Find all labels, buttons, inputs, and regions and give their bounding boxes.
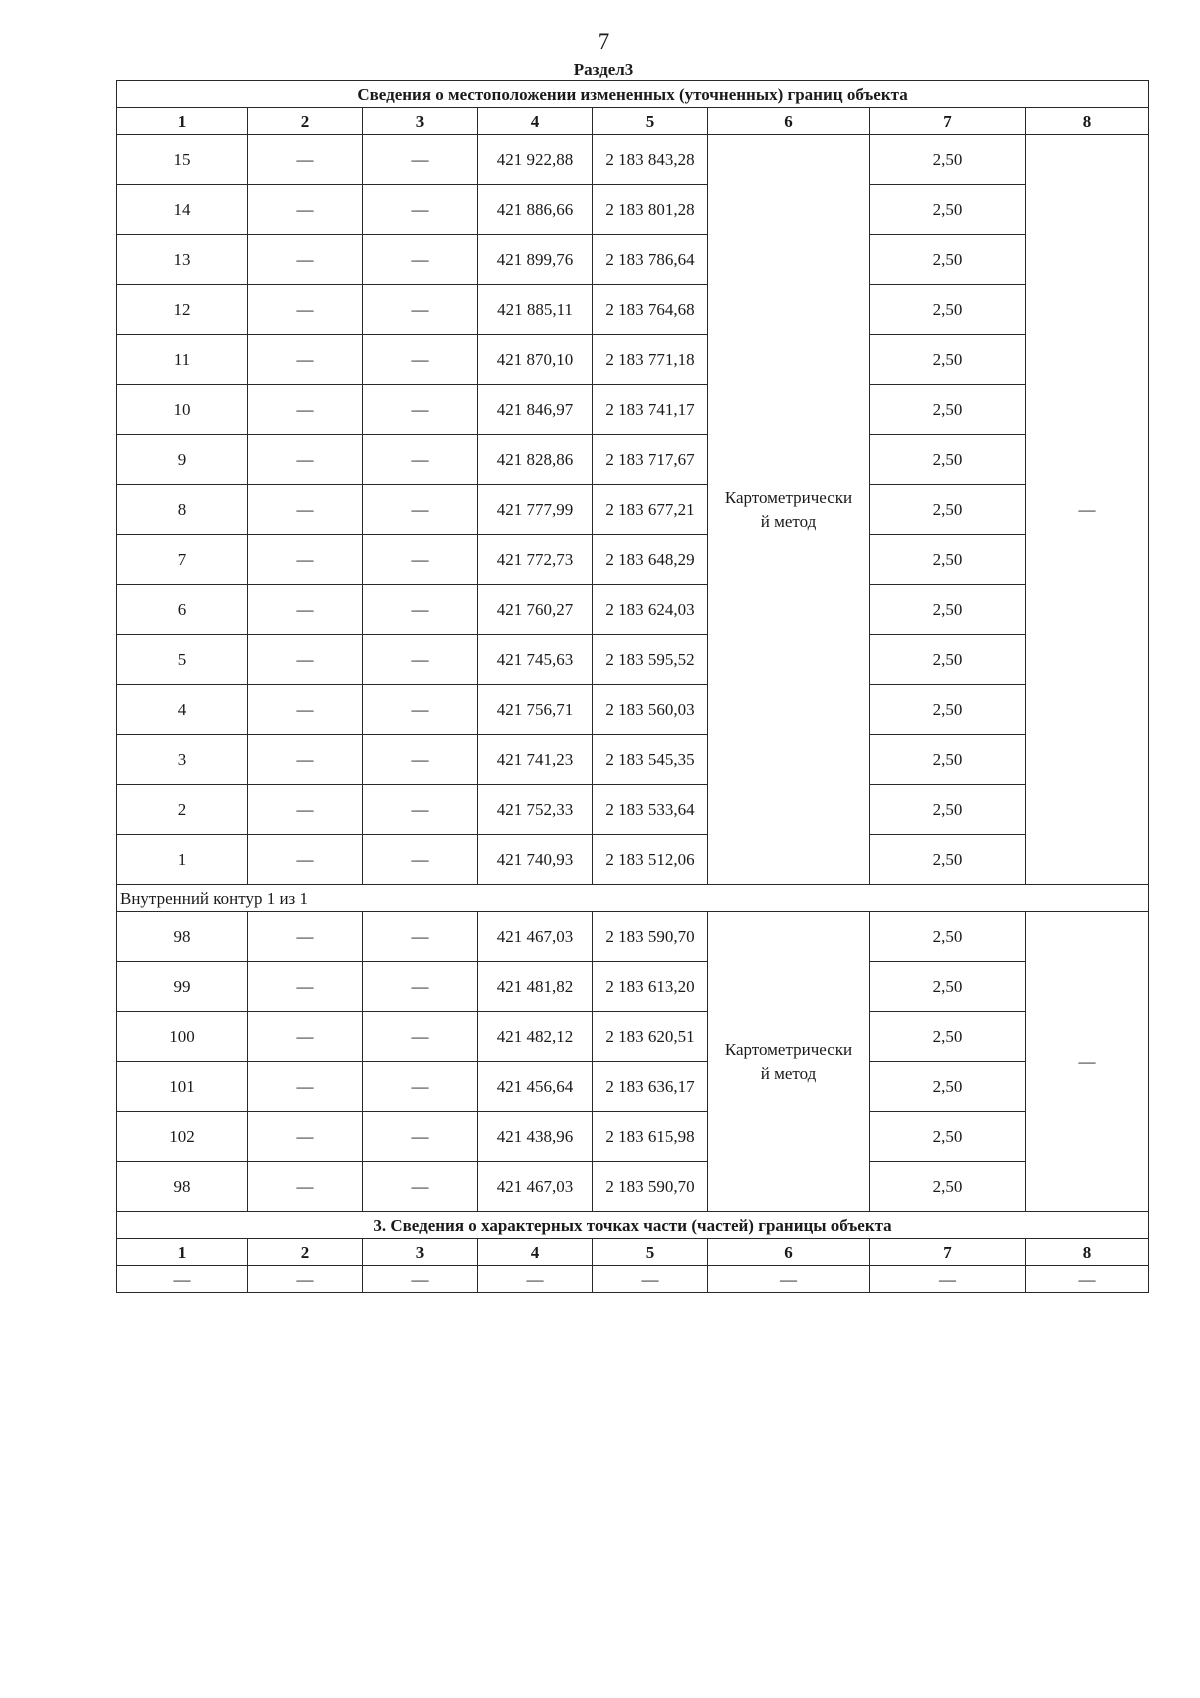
dash-cell: — [248, 835, 363, 885]
dash-cell: — [248, 485, 363, 535]
column8-dash-cell: — [1026, 912, 1149, 1212]
table-row [117, 485, 1149, 535]
column-number-row [117, 108, 1149, 135]
column-number: 2 [248, 108, 363, 135]
y-coordinate-cell: 2 183 771,18 [593, 335, 708, 385]
dash-cell: — [363, 785, 478, 835]
section3-column-number-row [117, 1239, 1149, 1266]
method-text-line: й метод [760, 511, 817, 531]
dash-cell: — [363, 335, 478, 385]
dash-cell: — [248, 585, 363, 635]
y-coordinate-cell: 2 183 590,70 [593, 1162, 708, 1212]
x-coordinate-cell: 421 745,63 [478, 635, 593, 685]
table-row [117, 285, 1149, 335]
column-number: 8 [1026, 108, 1149, 135]
x-coordinate-cell: 421 870,10 [478, 335, 593, 385]
y-coordinate-cell: 2 183 512,06 [593, 835, 708, 885]
point-number-cell: 10 [117, 385, 248, 435]
y-coordinate-cell: 2 183 764,68 [593, 285, 708, 335]
section3-title-row [117, 1212, 1149, 1239]
dash-cell: — [363, 1266, 478, 1293]
y-coordinate-cell: 2 183 590,70 [593, 912, 708, 962]
point-number-cell: 11 [117, 335, 248, 385]
method-text-line: й метод [760, 1063, 817, 1083]
dash-cell: — [708, 1266, 870, 1293]
x-coordinate-cell: 421 828,86 [478, 435, 593, 485]
table-title-row [117, 81, 1149, 108]
column-number: 2 [248, 1239, 363, 1266]
dash-cell: — [363, 685, 478, 735]
accuracy-cell: 2,50 [870, 1112, 1026, 1162]
point-number-cell: 7 [117, 535, 248, 585]
point-number-cell: 102 [117, 1112, 248, 1162]
dash-cell: — [248, 435, 363, 485]
accuracy-cell: 2,50 [870, 135, 1026, 185]
method-cell [708, 135, 870, 885]
column-number: 7 [870, 108, 1026, 135]
dash-cell: — [363, 962, 478, 1012]
point-number-cell: 1 [117, 835, 248, 885]
dash-cell: — [870, 1266, 1026, 1293]
point-number-cell: 99 [117, 962, 248, 1012]
dash-cell: — [363, 1162, 478, 1212]
accuracy-cell: 2,50 [870, 185, 1026, 235]
accuracy-cell: 2,50 [870, 385, 1026, 435]
x-coordinate-cell: 421 467,03 [478, 912, 593, 962]
x-coordinate-cell: 421 482,12 [478, 1012, 593, 1062]
point-number-cell: 14 [117, 185, 248, 235]
point-number-cell: 12 [117, 285, 248, 335]
y-coordinate-cell: 2 183 843,28 [593, 135, 708, 185]
y-coordinate-cell: 2 183 545,35 [593, 735, 708, 785]
dash-cell: — [363, 912, 478, 962]
column-number: 3 [363, 108, 478, 135]
dash-cell: — [363, 235, 478, 285]
table-row [117, 1112, 1149, 1162]
column-number: 4 [478, 108, 593, 135]
page-number: 7 [597, 29, 610, 54]
dash-cell: — [363, 1112, 478, 1162]
dash-cell: — [248, 735, 363, 785]
dash-cell: — [248, 385, 363, 435]
dash-cell: — [363, 185, 478, 235]
table-row [117, 235, 1149, 285]
x-coordinate-cell: 421 886,66 [478, 185, 593, 235]
column-number: 4 [478, 1239, 593, 1266]
point-number-cell: 2 [117, 785, 248, 835]
column-number: 7 [870, 1239, 1026, 1266]
section3-empty-row [117, 1266, 1149, 1293]
dash-cell: — [363, 735, 478, 785]
dash-cell: — [248, 335, 363, 385]
accuracy-cell: 2,50 [870, 785, 1026, 835]
method-text-line: Картометрически [724, 1039, 853, 1059]
x-coordinate-cell: 421 777,99 [478, 485, 593, 535]
dash-cell: — [363, 385, 478, 435]
y-coordinate-cell: 2 183 615,98 [593, 1112, 708, 1162]
point-number-cell: 15 [117, 135, 248, 185]
y-coordinate-cell: 2 183 741,17 [593, 385, 708, 435]
x-coordinate-cell: 421 756,71 [478, 685, 593, 735]
dash-cell: — [363, 1012, 478, 1062]
dash-cell: — [363, 635, 478, 685]
table-row [117, 785, 1149, 835]
y-coordinate-cell: 2 183 595,52 [593, 635, 708, 685]
table-row [117, 385, 1149, 435]
y-coordinate-cell: 2 183 717,67 [593, 435, 708, 485]
accuracy-cell: 2,50 [870, 485, 1026, 535]
table-row [117, 535, 1149, 585]
boundary-coordinates-table [116, 80, 1149, 1293]
column-number: 6 [708, 108, 870, 135]
x-coordinate-cell: 421 740,93 [478, 835, 593, 885]
dash-cell: — [248, 1266, 363, 1293]
dash-cell: — [363, 485, 478, 535]
dash-cell: — [248, 535, 363, 585]
table-row [117, 1062, 1149, 1112]
dash-cell: — [363, 535, 478, 585]
column-number: 1 [117, 1239, 248, 1266]
dash-cell: — [248, 185, 363, 235]
table-row [117, 435, 1149, 485]
method-cell [708, 912, 870, 1212]
dash-cell: — [248, 1112, 363, 1162]
accuracy-cell: 2,50 [870, 335, 1026, 385]
x-coordinate-cell: 421 752,33 [478, 785, 593, 835]
table-title: Сведения о местоположении измененных (уточненных) границ объекта [117, 81, 1149, 108]
accuracy-cell: 2,50 [870, 635, 1026, 685]
column-number: 5 [593, 108, 708, 135]
point-number-cell: 101 [117, 1062, 248, 1112]
point-number-cell: 5 [117, 635, 248, 685]
x-coordinate-cell: 421 438,96 [478, 1112, 593, 1162]
point-number-cell: 13 [117, 235, 248, 285]
y-coordinate-cell: 2 183 624,03 [593, 585, 708, 635]
table-row [117, 962, 1149, 1012]
x-coordinate-cell: 421 481,82 [478, 962, 593, 1012]
dash-cell: — [363, 135, 478, 185]
y-coordinate-cell: 2 183 677,21 [593, 485, 708, 535]
dash-cell: — [248, 235, 363, 285]
table-row [117, 835, 1149, 885]
dash-cell: — [363, 585, 478, 635]
method-text-line: Картометрически [724, 487, 853, 507]
section-label: Раздел3 [573, 60, 634, 79]
table-row [117, 185, 1149, 235]
point-number-cell: 8 [117, 485, 248, 535]
accuracy-cell: 2,50 [870, 585, 1026, 635]
dash-cell: — [363, 285, 478, 335]
dash-cell: — [248, 1012, 363, 1062]
dash-cell: — [248, 1062, 363, 1112]
dash-cell: — [593, 1266, 708, 1293]
inner-contour-label-row [117, 885, 1149, 912]
x-coordinate-cell: 421 760,27 [478, 585, 593, 635]
table-row [117, 1162, 1149, 1212]
y-coordinate-cell: 2 183 801,28 [593, 185, 708, 235]
accuracy-cell: 2,50 [870, 912, 1026, 962]
point-number-cell: 3 [117, 735, 248, 785]
accuracy-cell: 2,50 [870, 535, 1026, 585]
accuracy-cell: 2,50 [870, 435, 1026, 485]
column-number: 5 [593, 1239, 708, 1266]
accuracy-cell: 2,50 [870, 285, 1026, 335]
dash-cell: — [248, 912, 363, 962]
accuracy-cell: 2,50 [870, 235, 1026, 285]
dash-cell: — [248, 685, 363, 735]
accuracy-cell: 2,50 [870, 1162, 1026, 1212]
x-coordinate-cell: 421 922,88 [478, 135, 593, 185]
dash-cell: — [248, 962, 363, 1012]
inner-contour-label: Внутренний контур 1 из 1 [117, 885, 1149, 912]
y-coordinate-cell: 2 183 613,20 [593, 962, 708, 1012]
x-coordinate-cell: 421 846,97 [478, 385, 593, 435]
dash-cell: — [248, 635, 363, 685]
point-number-cell: 6 [117, 585, 248, 635]
accuracy-cell: 2,50 [870, 962, 1026, 1012]
dash-cell: — [363, 835, 478, 885]
accuracy-cell: 2,50 [870, 835, 1026, 885]
y-coordinate-cell: 2 183 648,29 [593, 535, 708, 585]
table-row [117, 635, 1149, 685]
y-coordinate-cell: 2 183 636,17 [593, 1062, 708, 1112]
x-coordinate-cell: 421 741,23 [478, 735, 593, 785]
table-row [117, 735, 1149, 785]
y-coordinate-cell: 2 183 533,64 [593, 785, 708, 835]
table-row [117, 135, 1149, 185]
point-number-cell: 100 [117, 1012, 248, 1062]
table-row [117, 912, 1149, 962]
table-row [117, 585, 1149, 635]
dash-cell: — [363, 1062, 478, 1112]
dash-cell: — [363, 435, 478, 485]
column-number: 8 [1026, 1239, 1149, 1266]
y-coordinate-cell: 2 183 560,03 [593, 685, 708, 735]
accuracy-cell: 2,50 [870, 1062, 1026, 1112]
dash-cell: — [117, 1266, 248, 1293]
table-row [117, 335, 1149, 385]
accuracy-cell: 2,50 [870, 1012, 1026, 1062]
x-coordinate-cell: 421 899,76 [478, 235, 593, 285]
point-number-cell: 4 [117, 685, 248, 735]
point-number-cell: 98 [117, 912, 248, 962]
point-number-cell: 9 [117, 435, 248, 485]
dash-cell: — [248, 785, 363, 835]
x-coordinate-cell: 421 772,73 [478, 535, 593, 585]
column-number: 3 [363, 1239, 478, 1266]
y-coordinate-cell: 2 183 620,51 [593, 1012, 708, 1062]
accuracy-cell: 2,50 [870, 685, 1026, 735]
column-number: 1 [117, 108, 248, 135]
table-row [117, 1012, 1149, 1062]
column8-dash-cell: — [1026, 135, 1149, 885]
point-number-cell: 98 [117, 1162, 248, 1212]
dash-cell: — [1026, 1266, 1149, 1293]
dash-cell: — [248, 1162, 363, 1212]
dash-cell: — [248, 285, 363, 335]
accuracy-cell: 2,50 [870, 735, 1026, 785]
column-number: 6 [708, 1239, 870, 1266]
section3-title: 3. Сведения о характерных точках части (частей) границы объекта [117, 1212, 1149, 1239]
x-coordinate-cell: 421 456,64 [478, 1062, 593, 1112]
table-row [117, 685, 1149, 735]
y-coordinate-cell: 2 183 786,64 [593, 235, 708, 285]
dash-cell: — [248, 135, 363, 185]
x-coordinate-cell: 421 467,03 [478, 1162, 593, 1212]
dash-cell: — [478, 1266, 593, 1293]
x-coordinate-cell: 421 885,11 [478, 285, 593, 335]
